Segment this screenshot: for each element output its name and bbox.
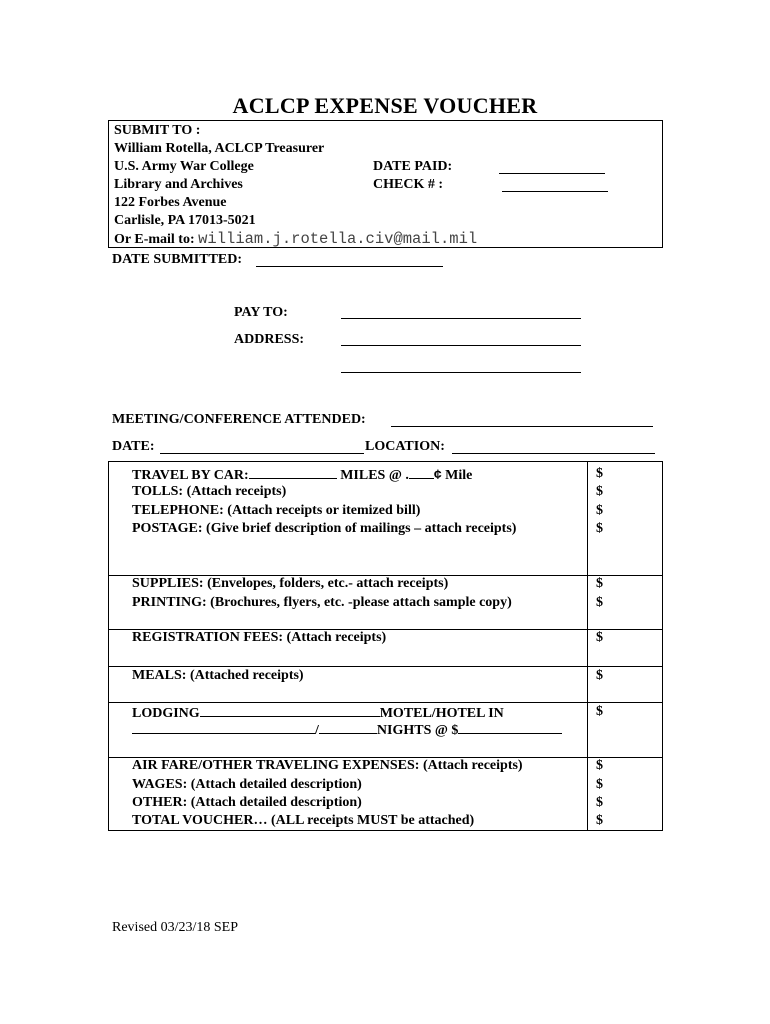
date-submitted-field[interactable] bbox=[256, 266, 443, 267]
postage-row: POSTAGE: (Give brief description of mailings – attach receipts) bbox=[132, 521, 517, 536]
submit-heading: SUBMIT TO : bbox=[114, 123, 201, 138]
slash: / bbox=[315, 723, 319, 738]
address-field-1[interactable] bbox=[341, 345, 581, 346]
nights-count-field[interactable] bbox=[319, 721, 377, 734]
telephone-row: TELEPHONE: (Attach receipts or itemized bill) bbox=[132, 503, 421, 518]
date-submitted-label: DATE SUBMITTED: bbox=[112, 252, 243, 267]
pay-to-label: PAY TO: bbox=[234, 305, 288, 320]
miles-label: MILES @ . bbox=[340, 468, 409, 483]
revision-note: Revised 03/23/18 SEP bbox=[112, 920, 239, 935]
meeting-label: MEETING/CONFERENCE ATTENDED: bbox=[112, 412, 366, 427]
email-label: Or E-mail to: bbox=[114, 232, 195, 247]
meeting-field[interactable] bbox=[391, 426, 653, 427]
lodging-city-field[interactable] bbox=[132, 721, 315, 734]
motel-label: MOTEL/HOTEL IN bbox=[379, 706, 504, 721]
city-state-zip: Carlisle, PA 17013-5021 bbox=[114, 213, 256, 228]
travel-label: TRAVEL BY CAR: bbox=[132, 468, 249, 483]
org-name: U.S. Army War College bbox=[114, 159, 254, 174]
amount-printing[interactable]: $ bbox=[596, 595, 603, 610]
email-address[interactable]: william.j.rotella.civ@mail.mil bbox=[198, 230, 478, 248]
date-label: DATE: bbox=[112, 439, 155, 454]
amount-telephone[interactable]: $ bbox=[596, 503, 603, 518]
cents-field[interactable] bbox=[409, 466, 434, 479]
location-field[interactable] bbox=[452, 453, 655, 454]
amount-total[interactable]: $ bbox=[596, 813, 603, 828]
check-number-label: CHECK # : bbox=[373, 177, 443, 192]
location-label: LOCATION: bbox=[365, 439, 445, 454]
lodging-row bbox=[132, 704, 504, 722]
amount-column-divider bbox=[587, 461, 588, 831]
pay-to-field[interactable] bbox=[341, 318, 581, 319]
amount-travel[interactable]: $ bbox=[596, 466, 603, 481]
wages-row: WAGES: (Attach detailed description) bbox=[132, 777, 362, 792]
amount-wages[interactable]: $ bbox=[596, 777, 603, 792]
street-address: 122 Forbes Avenue bbox=[114, 195, 227, 210]
address-field-2[interactable] bbox=[341, 372, 581, 373]
supplies-row: SUPPLIES: (Envelopes, folders, etc.- attach receipts) bbox=[132, 576, 449, 591]
travel-miles-field[interactable] bbox=[249, 466, 337, 479]
printing-row: PRINTING: (Brochures, flyers, etc. -please attach sample copy) bbox=[132, 595, 512, 610]
airfare-row: AIR FARE/OTHER TRAVELING EXPENSES: (Attach receipts) bbox=[132, 758, 523, 773]
meals-row: MEALS: (Attached receipts) bbox=[132, 668, 304, 683]
nightly-rate-field[interactable] bbox=[458, 721, 562, 734]
treasurer-name: William Rotella, ACLCP Treasurer bbox=[114, 141, 325, 156]
amount-other[interactable]: $ bbox=[596, 795, 603, 810]
cent-symbol: ¢ bbox=[433, 466, 442, 482]
amount-tolls[interactable]: $ bbox=[596, 484, 603, 499]
email-line bbox=[114, 230, 477, 248]
date-paid-label: DATE PAID: bbox=[373, 159, 453, 174]
dept-name: Library and Archives bbox=[114, 177, 243, 192]
lodging-nights-row bbox=[132, 721, 562, 739]
row-divider bbox=[108, 702, 663, 703]
nights-label: NIGHTS @ $ bbox=[376, 723, 459, 738]
address-label: ADDRESS: bbox=[234, 332, 305, 347]
page-title: ACLCP EXPENSE VOUCHER bbox=[232, 93, 538, 118]
date-field[interactable] bbox=[160, 453, 364, 454]
registration-row: REGISTRATION FEES: (Attach receipts) bbox=[132, 630, 387, 645]
amount-registration[interactable]: $ bbox=[596, 630, 603, 645]
mile-label: Mile bbox=[445, 468, 473, 483]
row-divider bbox=[108, 666, 663, 667]
lodging-field[interactable] bbox=[200, 704, 380, 717]
other-row: OTHER: (Attach detailed description) bbox=[132, 795, 362, 810]
tolls-row: TOLLS: (Attach receipts) bbox=[132, 484, 287, 499]
amount-supplies[interactable]: $ bbox=[596, 576, 603, 591]
date-paid-field[interactable] bbox=[499, 173, 605, 174]
total-row: TOTAL VOUCHER… (ALL receipts MUST be attached) bbox=[132, 813, 475, 828]
amount-airfare[interactable]: $ bbox=[596, 758, 603, 773]
check-number-field[interactable] bbox=[502, 191, 608, 192]
amount-lodging[interactable]: $ bbox=[596, 704, 603, 719]
lodging-label: LODGING bbox=[132, 706, 200, 721]
amount-postage[interactable]: $ bbox=[596, 521, 603, 536]
amount-meals[interactable]: $ bbox=[596, 668, 603, 683]
travel-by-car-row bbox=[132, 466, 472, 484]
